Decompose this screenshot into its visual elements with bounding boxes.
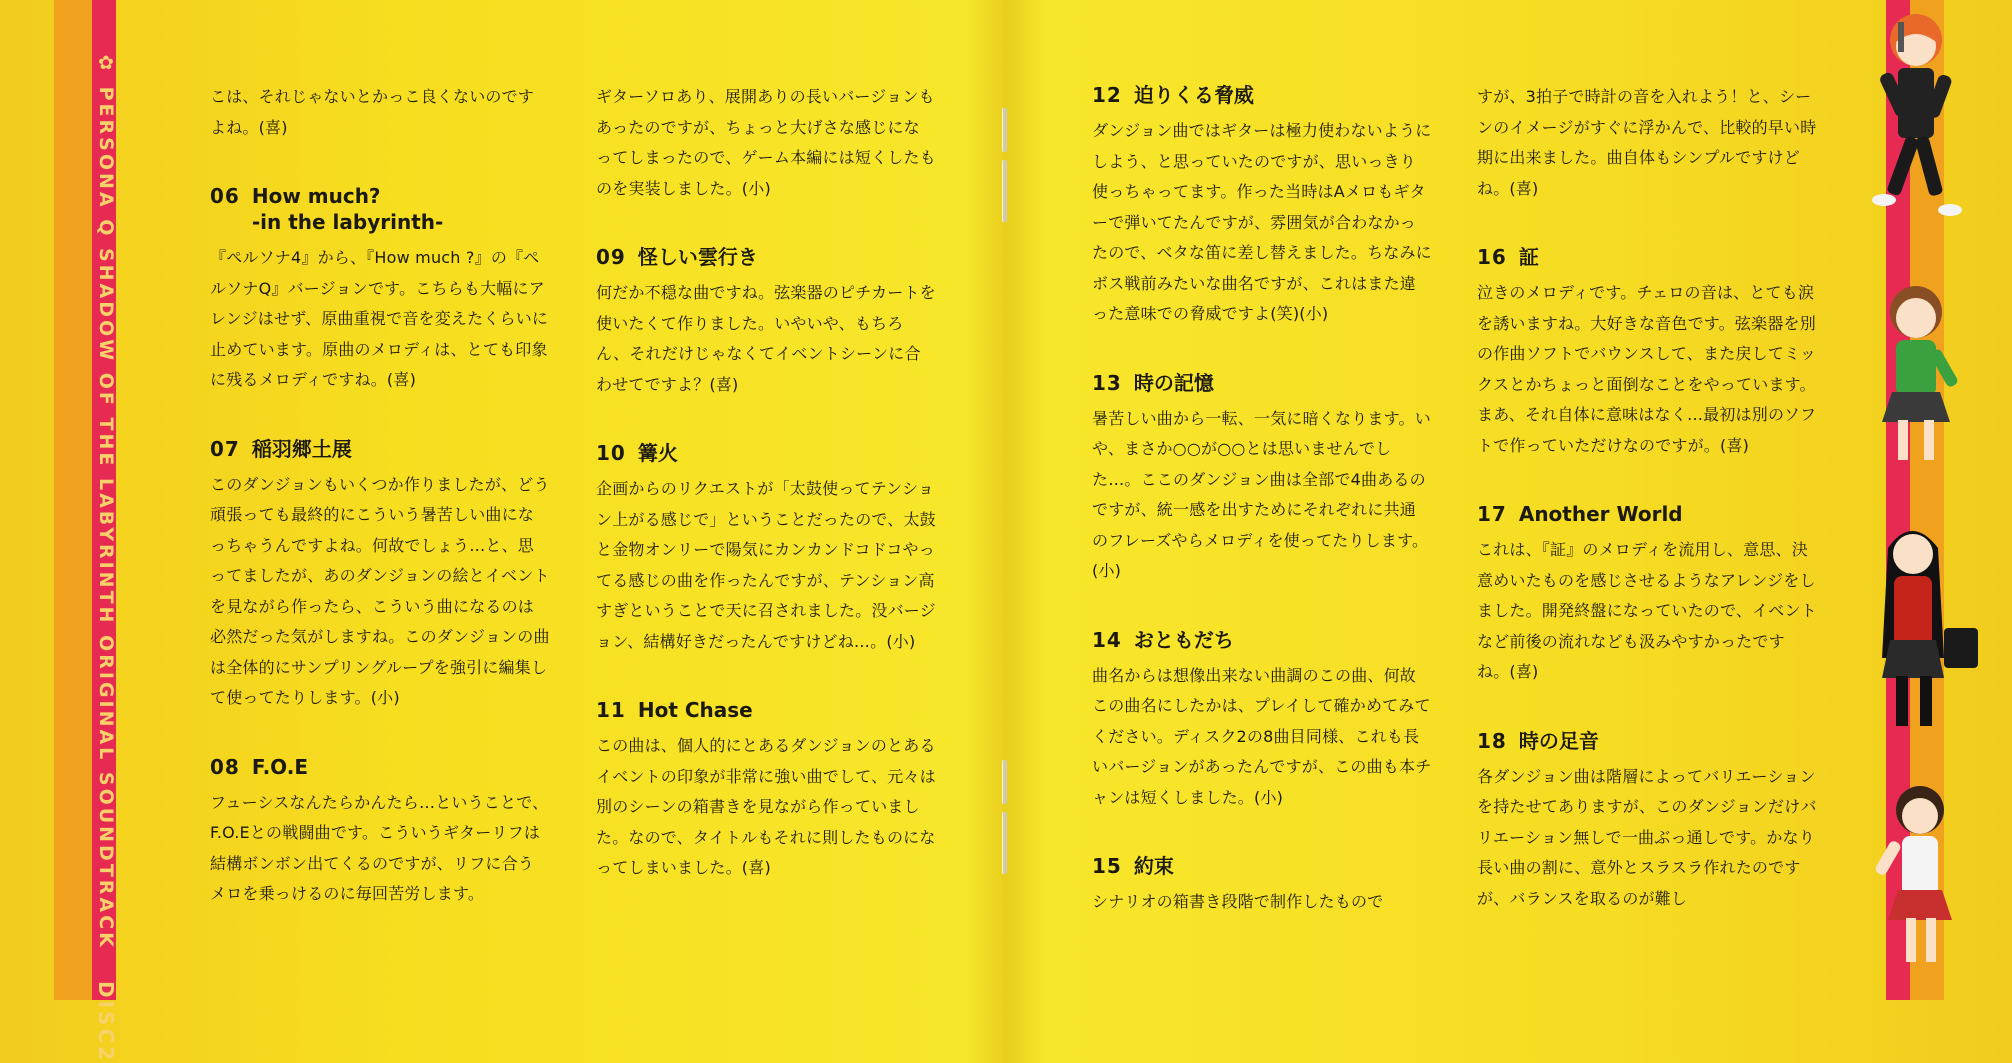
track-heading: [210, 754, 550, 780]
track-heading: [1477, 728, 1817, 754]
track-section-11: [596, 697, 936, 884]
staple-top-lower: [1002, 160, 1007, 222]
track-section-12: [1092, 82, 1432, 330]
track-title: F.O.E: [251, 754, 308, 779]
track-number: 18: [1477, 728, 1507, 753]
track-heading: [210, 436, 550, 462]
track-number: 14: [1092, 627, 1122, 652]
text-column-1: [210, 82, 550, 910]
track-section-15: [1092, 853, 1432, 918]
text-column-4: [1477, 82, 1817, 914]
track-title: Another World: [1518, 502, 1683, 526]
track-section-08: [210, 754, 550, 910]
track-commentary: 暑苦しい曲から一転、一気に暗くなります。いや、まさか○○が○○とは思いませんでした…。ここのダンジョン曲は全部で4曲あるのですが、統一感を出すためにそれぞれに共通のフレーズやらメロディを使ってたりします。(小): [1092, 408, 1431, 580]
track-title: おともだち: [1133, 627, 1234, 652]
spine-text: [94, 52, 118, 1063]
track-number: 16: [1477, 245, 1507, 269]
track-commentary: 企画からのリクエストが「太鼓使ってテンション上がる感じで」ということだったので、太鼓と金物オンリーで陽気にカンカンドコドコやってる感じの曲を作ったんですが、テンション高すぎということで天に召されました。没バージョン、結構好きだったんですけどね…。(小): [596, 479, 936, 651]
track-section-14: [1092, 627, 1432, 814]
track-heading: [1092, 82, 1432, 108]
track-heading: [1477, 244, 1817, 270]
track-title: 約束: [1133, 854, 1174, 878]
track-number: 08: [210, 754, 240, 779]
track-number: 07: [210, 436, 240, 461]
track-section-07: [210, 436, 550, 714]
track-title: 稲羽郷土展: [251, 436, 352, 461]
character-illustration-3: [1840, 508, 2000, 738]
track-commentary: ギターソロあり、展開ありの長いバージョンもあったのですが、ちょっと大げさな感じになってしまったので、ゲーム本編には短くしたものを実装しました。(小): [596, 87, 936, 198]
track-number: 13: [1092, 370, 1122, 395]
track-title: 時の足音: [1518, 728, 1599, 753]
character-illustration-1: [1838, 2, 1988, 232]
text-column-2: [596, 82, 936, 884]
left-orange-stripe: [54, 0, 92, 1000]
track-section-06: [210, 183, 550, 396]
track-title: 篝火: [637, 441, 678, 465]
track-number: 12: [1092, 83, 1122, 107]
track-section-09: [596, 244, 936, 400]
track-commentary: すが、3拍子で時計の音を入れよう！と、シーンのイメージがすぐに浮かんで、比較的早い時期に出来ました。曲自体もシンプルですけどね。(喜): [1477, 87, 1817, 198]
continued-text: [1477, 82, 1817, 204]
track-commentary: このダンジョンもいくつか作りましたが、どう頑張っても最終的にこういう暑苦しい曲になっちゃうんですよね。何故でしょう…と、思ってましたが、あのダンジョンの絵とイベントを見ながら作ったら、こういう曲になるのは必然だった気がしますね。このダンジョンの曲は全体的にサンプリングループを強引に編集して使ってたりします。(小): [210, 474, 550, 707]
spine-disc-label: DISC2: [94, 981, 118, 1063]
track-commentary: この曲は、個人的にとあるダンジョンのとあるイベントの印象が非常に強い曲でして、元々は別のシーンの箱書きを見ながら作っていました。なので、タイトルもそれに則したものになってしまいました。(喜): [596, 736, 936, 877]
track-commentary: 何だか不穏な曲ですね。弦楽器のピチカートを使いたくて作りました。いやいや、もちろん、それだけじゃなくてイベントシーンに合わせてですよ？(喜): [596, 283, 936, 394]
track-commentary: 曲名からは想像出来ない曲調のこの曲、何故この曲名にしたかは、プレイして確かめてみてください。ディスク2の8曲目同様、これも長いバージョンがあったんですが、この曲も本チャンは短くしました。(小): [1092, 665, 1432, 807]
track-heading: [596, 440, 936, 466]
staple-bottom-lower: [1002, 812, 1007, 874]
track-heading: [210, 183, 550, 235]
spine-title: ✿ PERSONA Q SHADOW OF THE LABYRINTH ORIGINAL SOUNDTRACK: [95, 52, 117, 950]
staple-bottom: [1002, 760, 1007, 804]
track-title: How much? -in the labyrinth-: [251, 184, 444, 234]
track-heading: [1092, 370, 1432, 396]
track-commentary: こは、それじゃないとかっこ良くないのですよね。(喜): [210, 87, 535, 137]
track-commentary: 『ペルソナ4』から、『How much ?』の『ペルソナQ』バージョンです。こちらも大幅にアレンジはせず、原曲重視で音を変えたくらいに止めています。原曲のメロディは、とても印象に残るメロディですね。(喜): [210, 248, 549, 389]
track-commentary: ダンジョン曲ではギターは極力使わないようにしよう、と思っていたのですが、思いっきり使っちゃってます。作った当時はAメロもギターで弾いてたんですが、雰囲気が合わなかったので、ベタな笛に差し替えました。ちなみにボス戦前みたいな曲名ですが、これはまた違った意味での脅威ですよ(笑)(小): [1092, 121, 1432, 323]
track-heading: [1092, 627, 1432, 653]
continued-text: [596, 82, 936, 204]
continued-text: [210, 82, 550, 143]
track-title: Hot Chase: [637, 698, 753, 722]
track-number: 17: [1477, 502, 1507, 526]
track-number: 15: [1092, 854, 1122, 878]
track-section-16: [1477, 244, 1817, 461]
track-heading: [596, 697, 936, 723]
track-title: 怪しい雲行き: [637, 245, 758, 269]
track-heading: [596, 244, 936, 270]
track-section-17: [1477, 501, 1817, 688]
track-commentary: シナリオの箱書き段階で制作したもので: [1092, 892, 1384, 911]
track-section-10: [596, 440, 936, 657]
track-commentary: これは、『証』のメロディを流用し、意思、決意めいたものを感じさせるようなアレンジをしました。開発終盤になっていたので、イベントなど前後の流れなども汲みやすかったですね。(喜): [1477, 540, 1817, 681]
track-commentary: 泣きのメロディです。チェロの音は、とても涙を誘いますね。大好きな音色です。弦楽器を別の作曲ソフトでバウンスして、また戻してミックスとかちょっと面倒なことをやっています。まあ、それ自体に意味はなく…最初は別のソフトで作っていただけなのですが。(喜): [1477, 283, 1817, 455]
track-title: 迫りくる脅威: [1133, 83, 1254, 107]
track-heading: [1092, 853, 1432, 879]
track-commentary: 各ダンジョン曲は階層によってバリエーションを持たせてありますが、このダンジョンだけバリエーション無しで一曲ぶっ通しです。かなり長い曲の割に、意外とスラスラ作れたのですが、バランスを取るのが難し: [1477, 766, 1817, 908]
text-column-3: [1092, 82, 1432, 918]
character-illustration-2: [1846, 272, 1996, 462]
track-section-18: [1477, 728, 1817, 915]
track-number: 10: [596, 441, 626, 465]
track-number: 11: [596, 698, 626, 722]
character-illustration-4: [1860, 780, 2000, 970]
staple-top: [1002, 108, 1007, 152]
track-commentary: フューシスなんたらかんたら…ということで、F.O.Eとの戦闘曲です。こういうギターリフは結構ボンボン出てくるのですが、リフに合うメロを乗っけるのに毎回苦労します。: [210, 792, 549, 903]
track-heading: [1477, 501, 1817, 527]
track-number: 09: [596, 245, 626, 269]
track-section-13: [1092, 370, 1432, 587]
track-title: 証: [1518, 245, 1539, 269]
track-title: 時の記憶: [1133, 370, 1214, 395]
track-number: 06: [210, 184, 240, 208]
